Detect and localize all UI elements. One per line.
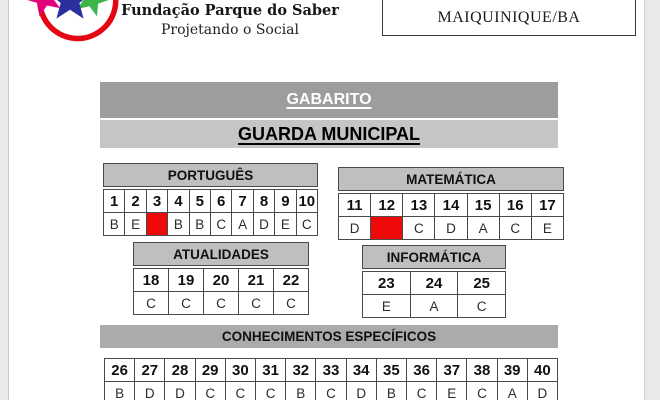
city-box (382, 0, 636, 36)
question-number-cell: 25 (458, 272, 505, 294)
answer-cell: D (347, 382, 376, 400)
answer-cell: D (339, 217, 370, 239)
question-number-cell: 18 (134, 269, 168, 291)
table-especificos (104, 358, 558, 400)
answer-grid-informatica (362, 271, 506, 318)
answer-cell: E (363, 295, 410, 317)
question-number-cell: 19 (169, 269, 203, 291)
cargo-banner-label: GUARDA MUNICIPAL (238, 123, 420, 144)
answer-grid-portugues (103, 189, 318, 236)
question-number-cell: 10 (297, 190, 317, 212)
answer-grid-especificos (104, 358, 558, 400)
table-title-portugues: PORTUGUÊS (103, 163, 318, 187)
answer-cell: D (528, 382, 557, 400)
answer-cell: C (316, 382, 345, 400)
answer-cell: B (168, 213, 188, 235)
question-number-cell: 32 (286, 359, 315, 381)
question-number-cell: 20 (204, 269, 238, 291)
question-number-cell: 6 (211, 190, 231, 212)
gabarito-banner (100, 82, 558, 118)
table-portugues (103, 163, 318, 236)
table-atualidades (133, 242, 309, 315)
question-number-cell: 36 (407, 359, 436, 381)
table-title-atualidades: ATUALIDADES (133, 242, 309, 266)
question-number-cell: 11 (339, 194, 370, 216)
question-number-cell: 7 (232, 190, 252, 212)
question-number-cell: 9 (275, 190, 295, 212)
question-number-cell: 3 (147, 190, 167, 212)
answer-cell: E (532, 217, 563, 239)
answer-cell: A (411, 295, 458, 317)
table-informatica (362, 245, 506, 318)
answer-cell: C (407, 382, 436, 400)
question-number-cell: 40 (528, 359, 557, 381)
question-number-cell: 39 (498, 359, 527, 381)
question-number-cell: 33 (316, 359, 345, 381)
answer-cell: D (135, 382, 164, 400)
question-number-cell: 16 (500, 194, 531, 216)
answer-cell: C (256, 382, 285, 400)
answer-cell: C (226, 382, 255, 400)
table-title-informatica: INFORMÁTICA (362, 245, 506, 269)
question-number-cell: 22 (274, 269, 308, 291)
answer-cell: C (239, 292, 273, 314)
answer-grid-atualidades (133, 268, 309, 315)
answer-cell: A (498, 382, 527, 400)
question-number-cell: 27 (135, 359, 164, 381)
question-number-cell: 28 (165, 359, 194, 381)
answer-cell: B (377, 382, 406, 400)
answer-cell: D (254, 213, 274, 235)
question-number-cell: 38 (467, 359, 496, 381)
answer-cell: D (435, 217, 466, 239)
answer-cell: C (458, 295, 505, 317)
question-number-cell: 1 (104, 190, 124, 212)
answer-cell: E (275, 213, 295, 235)
answer-cell: B (104, 213, 124, 235)
answer-cell: C (467, 382, 496, 400)
gabarito-banner-label: GABARITO (286, 91, 372, 108)
org-tagline: Projetando o Social (160, 22, 300, 38)
answer-cell: C (196, 382, 225, 400)
question-number-cell: 13 (403, 194, 434, 216)
answer-cell: C (211, 213, 231, 235)
question-number-cell: 4 (168, 190, 188, 212)
question-number-cell: 8 (254, 190, 274, 212)
question-number-cell: 5 (190, 190, 210, 212)
question-number-cell: 31 (256, 359, 285, 381)
question-number-cell: 2 (125, 190, 145, 212)
question-number-cell: 30 (226, 359, 255, 381)
table-title-matematica: MATEMÁTICA (338, 167, 564, 191)
question-number-cell: 15 (468, 194, 499, 216)
answer-cell: E (125, 213, 145, 235)
answer-cell: B (105, 382, 134, 400)
especificos-banner (100, 325, 558, 348)
question-number-cell: 37 (437, 359, 466, 381)
question-number-cell: 24 (411, 272, 458, 294)
answer-cell: A (232, 213, 252, 235)
annulled-answer-cell (371, 217, 402, 239)
answer-cell: A (468, 217, 499, 239)
answer-cell: B (286, 382, 315, 400)
answer-cell: E (437, 382, 466, 400)
answer-cell: C (274, 292, 308, 314)
question-number-cell: 26 (105, 359, 134, 381)
question-number-cell: 34 (347, 359, 376, 381)
question-number-cell: 14 (435, 194, 466, 216)
city-label: MAIQUINIQUE/BA (437, 9, 581, 26)
answer-cell: C (204, 292, 238, 314)
answer-grid-matematica (338, 193, 564, 240)
answer-cell: C (403, 217, 434, 239)
question-number-cell: 21 (239, 269, 273, 291)
answer-cell: C (297, 213, 317, 235)
question-number-cell: 12 (371, 194, 402, 216)
answer-cell: C (134, 292, 168, 314)
question-number-cell: 35 (377, 359, 406, 381)
answer-cell: B (190, 213, 210, 235)
answer-cell: C (169, 292, 203, 314)
org-name: Fundação Parque do Saber (121, 2, 339, 19)
cargo-banner (100, 120, 558, 148)
answer-cell: C (500, 217, 531, 239)
especificos-banner-label: CONHECIMENTOS ESPECÍFICOS (221, 329, 437, 344)
annulled-answer-cell (147, 213, 167, 235)
answer-cell: D (165, 382, 194, 400)
table-matematica (338, 167, 564, 240)
question-number-cell: 17 (532, 194, 563, 216)
question-number-cell: 29 (196, 359, 225, 381)
question-number-cell: 23 (363, 272, 410, 294)
